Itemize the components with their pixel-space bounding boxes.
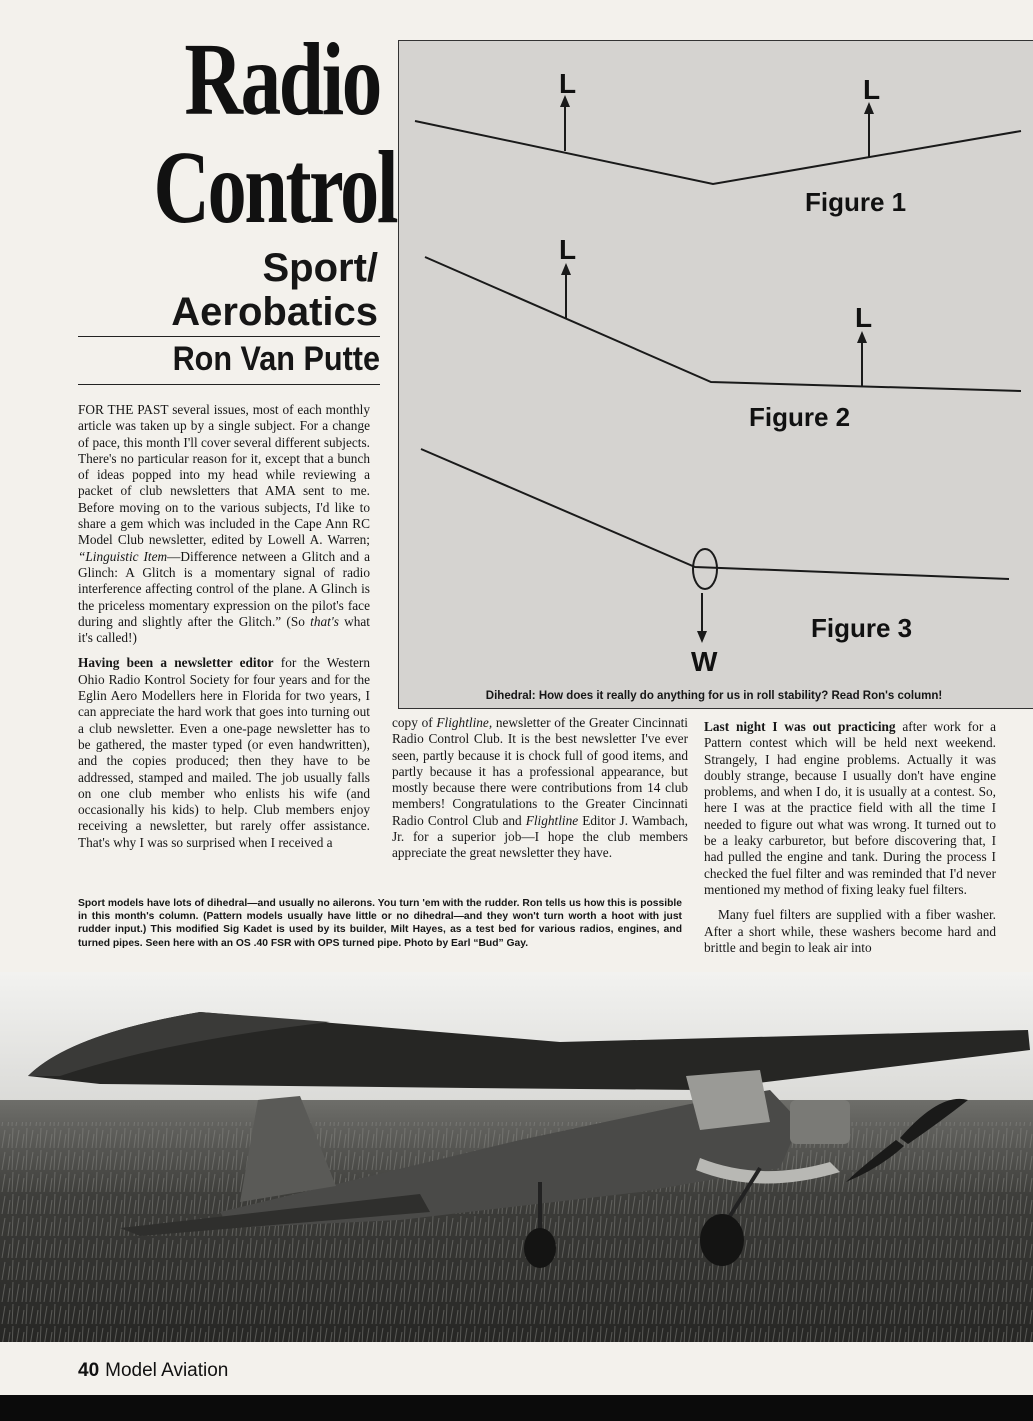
paragraph-lead: FOR THE PAST	[78, 402, 169, 417]
lift-label: L	[863, 74, 881, 105]
lift-label: L	[559, 68, 577, 99]
paragraph-lead: Having been a newsletter editor	[78, 655, 274, 671]
magazine-name: Model Aviation	[105, 1360, 229, 1381]
page-number: 40	[78, 1360, 100, 1381]
article-column-2	[392, 715, 688, 871]
figure3-title: Figure 3	[811, 613, 913, 643]
page-footer	[78, 1360, 228, 1382]
figure1-title: Figure 1	[805, 187, 907, 217]
article-paragraph: Having been a newsletter editor for the Western Ohio Radio Kontrol Society for four years and for the Eglin Aero Modellers here in Florida for two years, I can appreciate the hard work that goes into turning out a club newsletter. Even a one-page newsletter has to be gathered, the master typed (or even handwritten), and the copies produced; then they have to be addressed, stamped and mailed. The job usually falls on one club member who enlists his wife (and occasionally his kids) to help. Club members enjoy receiving a newsletter, but rarely offer assistance. That's why I was so surprised when I received a	[78, 655, 370, 850]
figure-caption: Dihedral: How does it really do anything for us in roll stability? Read Ron's column!	[485, 690, 943, 702]
article-paragraph: Many fuel filters are supplied with a fiber washer. After a short while, these washers become hard and brittle and begin to leak air into	[704, 907, 996, 955]
photo-caption: Sport models have lots of dihedral—and usually no ailerons. You turn 'em with the rudder. Ron tells us how this is possible in this month's column. (Pattern models usually have little or no dihedral—and they won't turn worth a hoot with just rudder input.) This modified Sig Kadet is used by its builder, Milt Hayes, as a test bed for various radios, engines, and turned pipes. Seen here with an OS .40 FSR with OPS turned pipe. Photo by Earl “Bud” Gay.	[78, 898, 682, 949]
lift-label: L	[559, 234, 577, 265]
title-line-control: Control	[153, 130, 397, 245]
figure1-wing	[415, 121, 1021, 184]
dihedral-diagrams	[399, 41, 1033, 708]
title-divider-bottom	[78, 384, 380, 385]
dihedral-figure-panel	[398, 40, 1033, 709]
model-airplane-illustration	[0, 972, 1033, 1342]
title-line-radio: Radio	[184, 22, 380, 137]
sig-kadet-photo	[0, 972, 1033, 1342]
subtitle-line-aerobatics: Aerobatics	[171, 290, 378, 334]
wheel	[700, 1214, 744, 1266]
paragraph-lead: Last night I was out practicing	[704, 719, 896, 734]
article-paragraph: copy of Flightline, newsletter of the Greater Cincinnati Radio Control Club. It is the best newsletter I've ever seen, partly because it is chock full of good items, and partly because it has a professional appearance, but mostly because there were contributions from 14 club members! Congratulations to the Greater Cincinnati Radio Control Club and Flightline Editor J. Wambach, Jr. for a superior job—I hope the club members appreciate the great newsletter they have.	[392, 715, 689, 861]
article-paragraph: FOR THE PAST several issues, most of each monthly article was taken up by a single subject. For a change of pace, this month I'll cover several different subjects. There's no particular reason for it, except that a bunch of ideas popped into my head while reviewing a packet of club newsletters that AMA sent to me. Before moving on to the various subjects, I'd like to share a gem which was included in the Cape Ann RC Model Club newsletter, edited by Lowell A. Warren; “Linguistic Item—Difference netween a Glitch and a Glinch: A Glitch is a momentary signal of radio interference affecting control of the plane. A Glinch is the priceless momentary expression on the pilot's face during and slightly after the Glitch.” (So that's what it's called!)	[78, 402, 370, 646]
newsletter-name: Flightline,	[436, 715, 493, 730]
newsletter-name: Flightline	[525, 812, 579, 828]
engine	[790, 1100, 850, 1144]
lift-label: L	[855, 302, 873, 333]
article-paragraph: Last night I was out practicing after work for a Pattern contest which will be held next weekend. Strangely, I had engine problems. Actually it was doubly strange, because I usually don't have engine problems, and when I do, it is usually at a contest. So, here I was at the practice field with all the time I needed to figure out what was wrong. It turned out to be a leaky carburetor, but before discovering that, I had pulled the engine and tank. During the process I checked the fuel filter and was reminded that I'd never mentioned my method of fixing leaky fuel filters.	[704, 719, 997, 897]
wheel	[524, 1228, 556, 1268]
figure2-wing	[425, 257, 1021, 391]
italic-term: “Linguistic Item	[78, 548, 168, 564]
scan-edge	[0, 1395, 1033, 1421]
title-divider-top	[78, 336, 380, 337]
canopy	[686, 1070, 770, 1130]
weight-label: W	[691, 646, 718, 677]
article-column-1	[78, 402, 370, 860]
article-column-3	[704, 719, 996, 965]
author-byline: Ron Van Putte	[172, 340, 380, 378]
subtitle-line-sport: Sport/	[262, 246, 378, 290]
figure2-title: Figure 2	[749, 402, 851, 432]
fuselage-outline	[693, 549, 717, 589]
